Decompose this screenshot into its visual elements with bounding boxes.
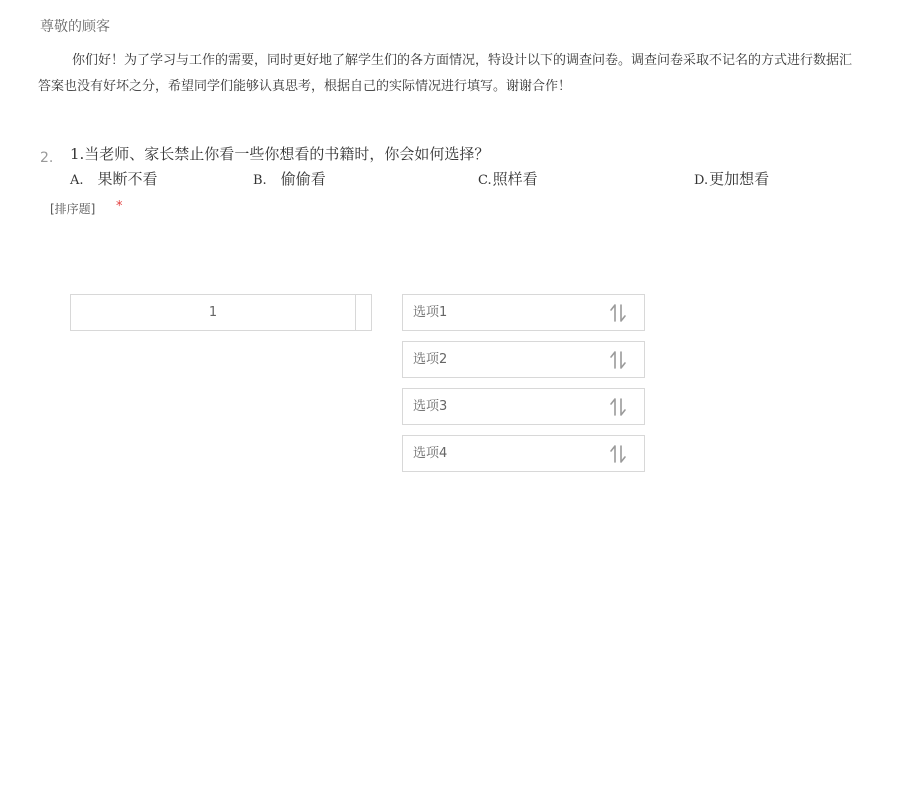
choice-tag: D. — [694, 173, 709, 188]
question-choice-c — [478, 168, 538, 189]
choice-text: 偷偷看 — [280, 170, 326, 188]
sort-updown-icon — [608, 444, 628, 464]
sort-updown-icon — [608, 397, 628, 417]
required-star: * — [116, 199, 123, 214]
survey-greeting: 尊敬的顾客 — [40, 19, 110, 35]
rank-option-label: 选项4 — [413, 446, 448, 461]
intro-line-1: 你们好！为了学习与工作的需要，同时更好地了解学生们的各方面情况，特设计以下的调查问卷。调查问卷采取不记名的方式进行数据汇 — [72, 53, 853, 68]
sort-updown-icon — [608, 350, 628, 370]
rank-slot[interactable] — [70, 294, 372, 331]
rank-option-label: 选项2 — [413, 352, 448, 367]
rank-option-4[interactable] — [402, 435, 645, 472]
rank-slot-divider — [355, 295, 356, 330]
rank-option-2[interactable] — [402, 341, 645, 378]
intro-line-2: 答案也没有好坏之分，希望同学们能够认真思考，根据自己的实际情况进行填写。谢谢合作！ — [38, 79, 572, 94]
choice-text: 照样看 — [492, 170, 538, 188]
question-choice-a — [70, 168, 158, 189]
rank-slot-number: 1 — [208, 305, 218, 320]
question-title: 1.当老师、家长禁止你看一些你想看的书籍时，你会如何选择？ — [70, 145, 490, 163]
choice-tag: A. — [70, 173, 84, 188]
choice-text: 果断不看 — [97, 170, 158, 188]
choice-text: 更加想看 — [709, 170, 770, 188]
choice-tag: C. — [478, 173, 492, 188]
rank-option-3[interactable] — [402, 388, 645, 425]
question-choice-d — [694, 168, 769, 189]
sort-updown-icon — [608, 303, 628, 323]
question-type-label: [排序题] — [50, 202, 96, 216]
survey-intro — [40, 48, 900, 100]
rank-option-label: 选项1 — [413, 305, 448, 320]
question-number: 2. — [40, 150, 54, 166]
question-choice-b — [253, 168, 326, 189]
choice-tag: B. — [253, 173, 267, 188]
rank-option-1[interactable] — [402, 294, 645, 331]
rank-option-label: 选项3 — [413, 399, 448, 414]
